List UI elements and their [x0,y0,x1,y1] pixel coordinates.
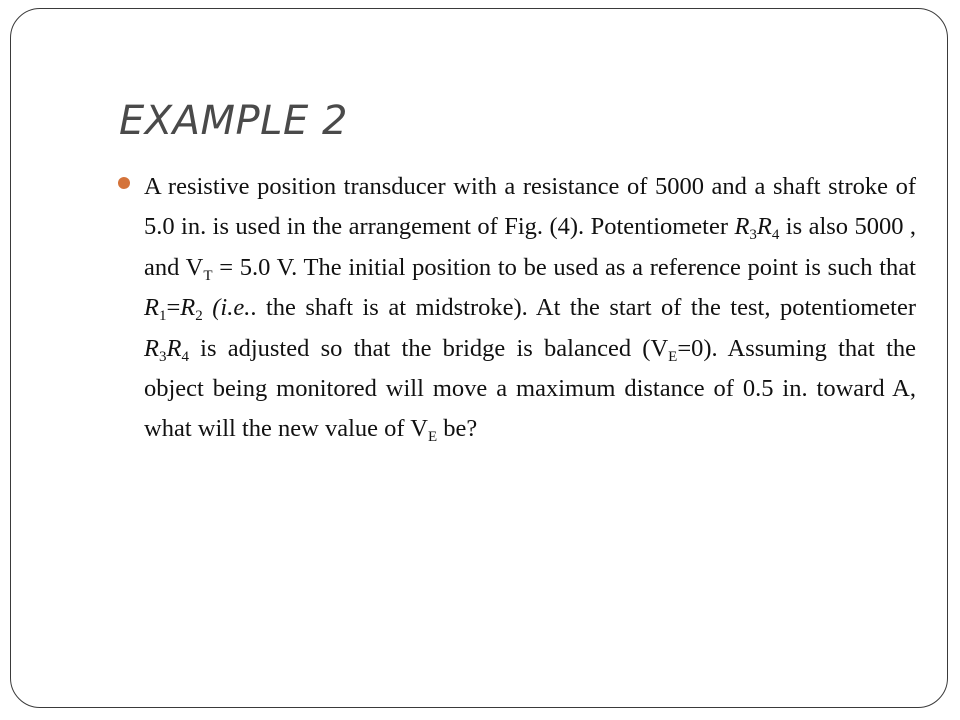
subscript: 4 [771,227,780,244]
bullet-text [144,167,916,450]
text-run: be? [437,415,478,443]
var-r1: R [144,294,159,322]
var-r3: R [734,213,750,241]
slide-title: EXAMPLE 2 [119,98,348,144]
subscript: 2 [195,308,203,325]
text-run: is adjusted so that the bridge is balanced (V [188,334,669,362]
var-r2: R [180,294,196,322]
var-r4: R [756,213,772,241]
text-run: is also 5000 , and V [144,213,917,281]
text-run: A resistive position transducer with a resistance of 5000 and a shaft stroke of 5.0 in. is used in the arrangement of Fig. (4). Potentiometer [144,173,916,241]
var-r3: R [144,334,159,362]
text-run: = 5.0 V. The initial position to be used as a reference point is such that [212,253,916,281]
subscript: E [427,429,438,446]
subscript: 3 [158,348,167,365]
slide-frame [10,8,948,708]
subscript: 1 [158,308,167,325]
text-run: =0). Assuming that the object being monitored will move a maximum distance of 0.5 in. toward A, what will the new value of V [144,334,916,443]
var-r4: R [166,334,182,362]
subscript: 4 [181,348,189,365]
bullet-dot [118,177,130,189]
equals-sign: = [166,294,181,322]
text-run: . the shaft is at midstroke). At the start of the test, potentiometer [250,294,917,322]
subscript: T [203,267,213,284]
ie-abbrev: (i.e. [212,294,251,322]
subscript: 3 [749,227,757,244]
subscript: E [668,348,678,365]
